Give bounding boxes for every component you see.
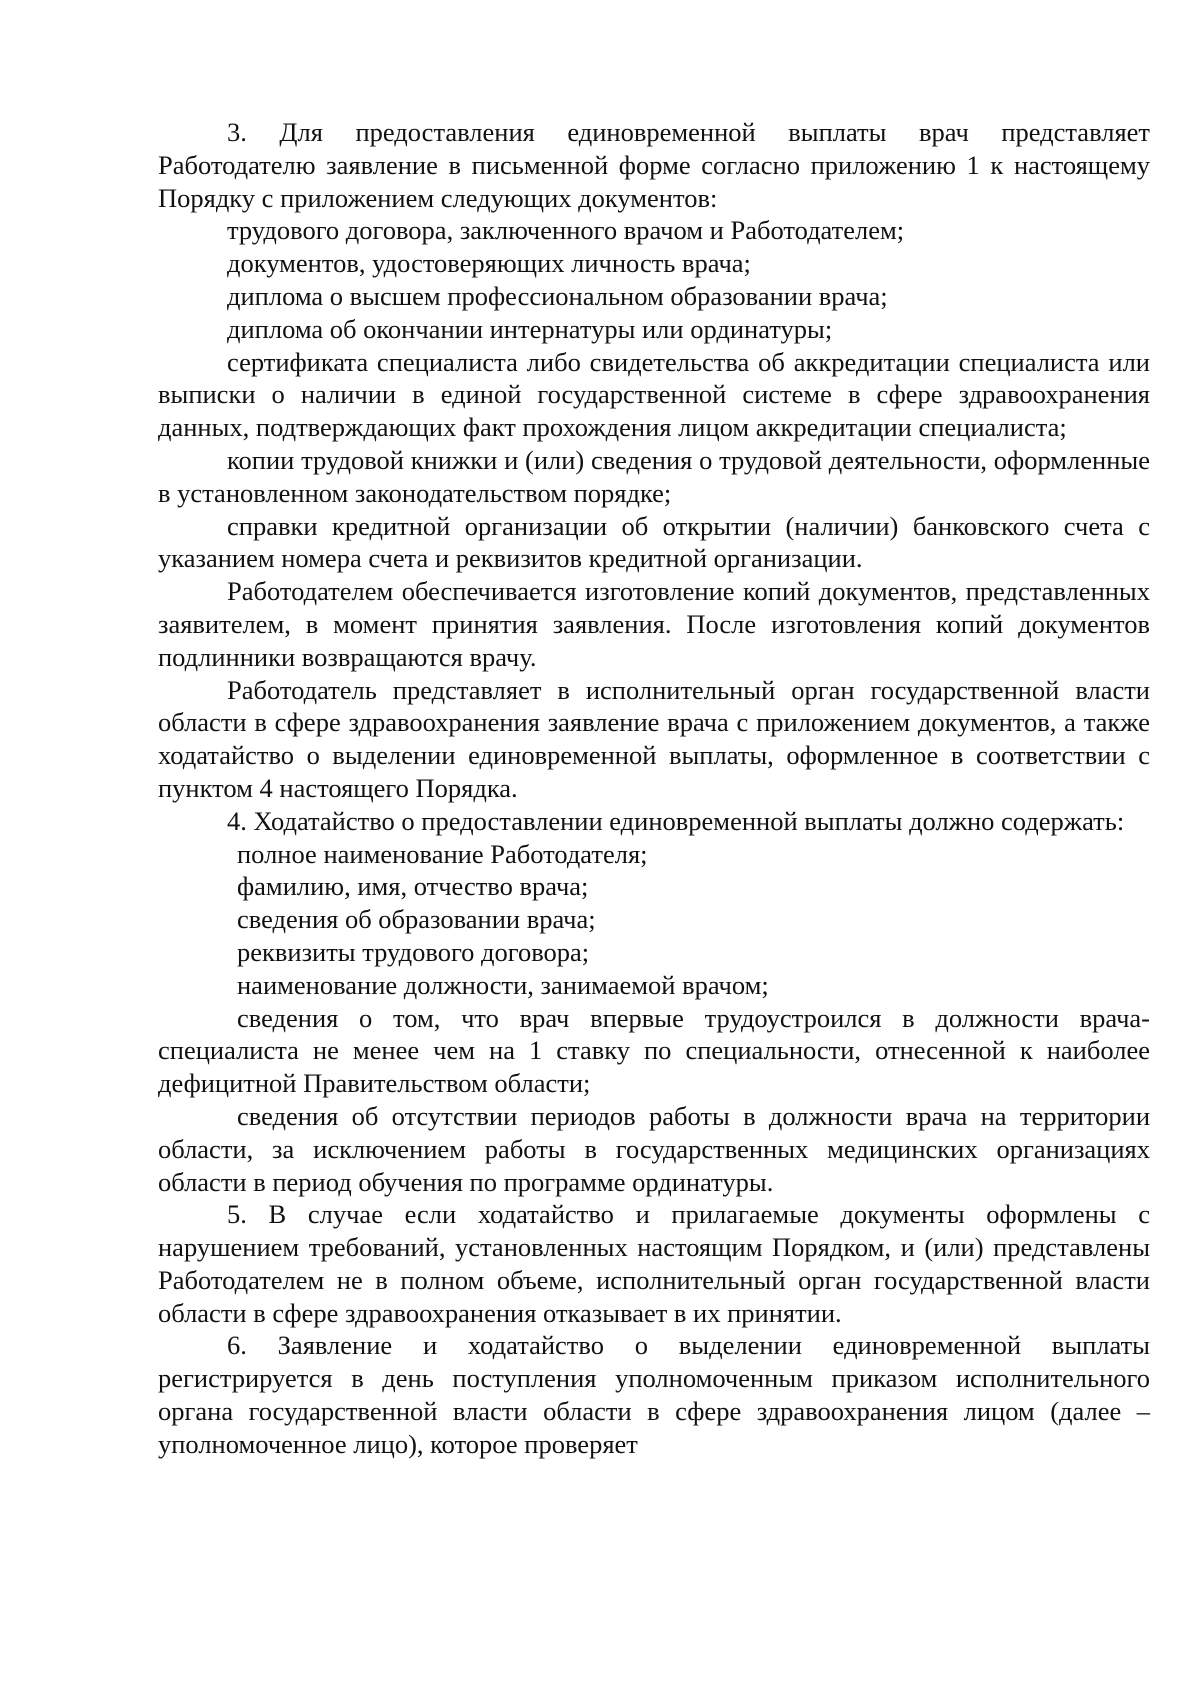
document-body [158, 116, 1150, 1461]
list-item: документов, удостоверяющих личность врача; [227, 248, 751, 279]
paragraph-3: 3. Для предоставления единовременной выплаты врач представляет Работодателю заявление в письменной форме согласно приложению 1 к настоящему Порядку с приложением следующих документов: [158, 117, 1150, 213]
paragraph-6: 6. Заявление и ходатайство о выделении единовременной выплаты регистрируется в день поступления уполномоченным приказом исполнительного органа государственной власти области в сфере здравоохранения лицом (далее – уполномоченное лицо), которое проверяет [158, 1330, 1150, 1459]
list-item: справки кредитной организации об открытии (наличии) банковского счета с указанием номера счета и реквизитов кредитной организации. [158, 510, 1150, 574]
list-item: сведения об образовании врача; [237, 904, 596, 935]
paragraph: Работодатель представляет в исполнительный орган государственной власти области в сфере здравоохранения заявление врача с приложением документов, а также ходатайство о выделении единовременной выплаты, оформленное в соответствии с пунктом 4 настоящего Порядка. [158, 674, 1150, 803]
list-item: наименование должности, занимаемой врачом; [237, 969, 769, 1000]
paragraph-5: 5. В случае если ходатайство и прилагаемые документы оформлены с нарушением требований, установленных настоящим Порядком, и (или) представлены Работодателем не в полном объеме, исполнительный орган государственной власти области в сфере здравоохранения отказывает в их принятии. [158, 1199, 1150, 1328]
list-item: сертификата специалиста либо свидетельства об аккредитации специалиста или выписки о наличии в единой государственной системе в сфере здравоохранения данных, подтверждающих факт прохождения лицом аккредитации специалиста; [158, 346, 1150, 443]
paragraph-4: 4. Ходатайство о предоставлении единовременной выплаты должно содержать: [227, 805, 1125, 836]
list-item: диплома о высшем профессиональном образовании врача; [227, 280, 888, 311]
paragraph: Работодателем обеспечивается изготовление копий документов, представленных заявителем, в момент принятия заявления. После изготовления копий документов подлинники возвращаются врачу. [158, 576, 1150, 672]
list-item: полное наименование Работодателя; [237, 838, 648, 869]
list-item: реквизиты трудового договора; [237, 936, 590, 967]
list-item: копии трудовой книжки и (или) сведения о трудовой деятельности, оформленные в установленном законодательством порядке; [158, 444, 1150, 508]
list-item: сведения о том, что врач впервые трудоустроился в должности врача-специалиста не менее чем на 1 ставку по специальности, отнесенной к наиболее дефицитной Правительством области; [158, 1002, 1150, 1099]
list-item: фамилию, имя, отчество врача; [237, 871, 589, 902]
list-item: диплома об окончании интернатуры или ординатуры; [227, 313, 833, 344]
list-item: трудового договора, заключенного врачом и Работодателем; [227, 215, 905, 246]
list-item: сведения об отсутствии периодов работы в должности врача на территории области, за исключением работы в государственных медицинских организациях области в период обучения по программе ординатуры. [158, 1100, 1150, 1197]
